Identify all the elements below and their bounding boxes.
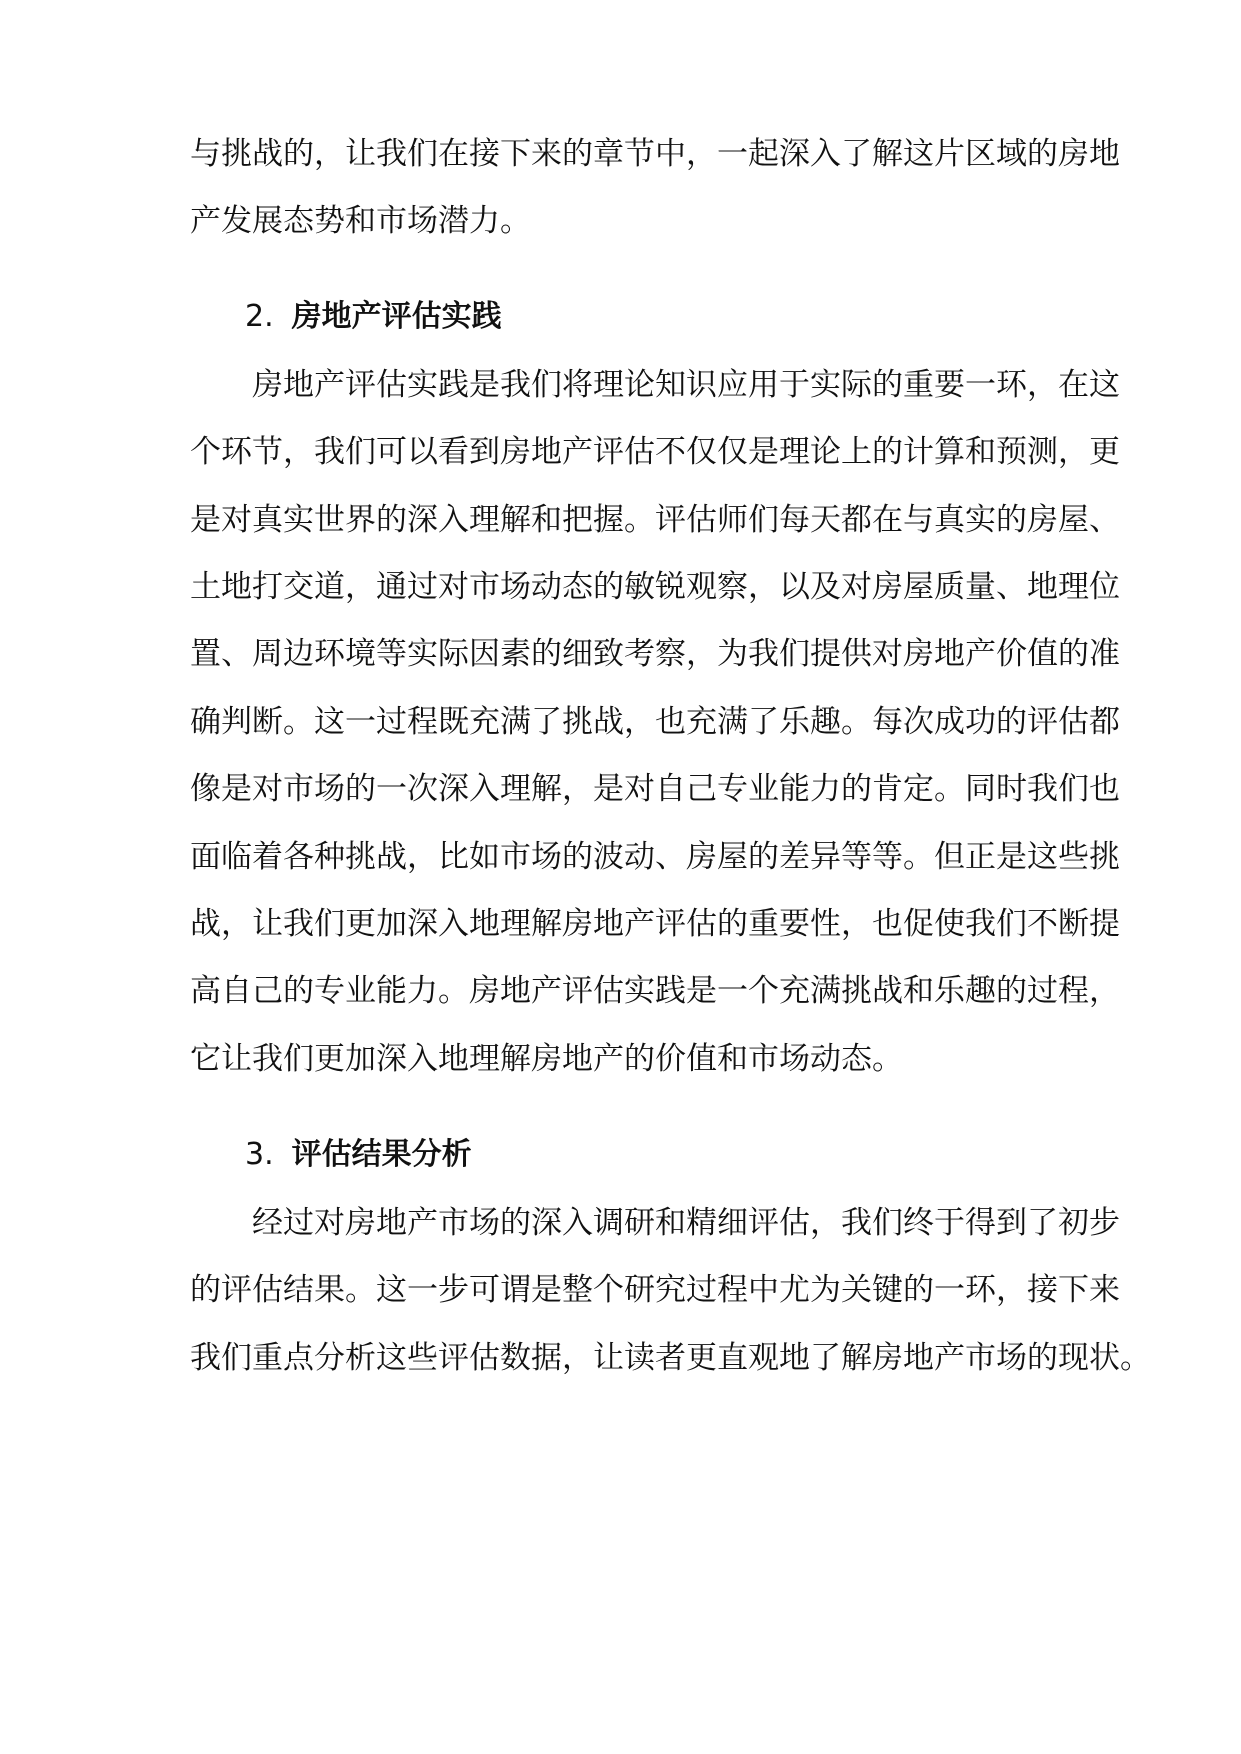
- paragraph-line: 确判断。这一过程既充满了挑战，也充满了乐趣。每次成功的评估都: [190, 704, 1120, 740]
- section-number: 2.: [245, 299, 274, 334]
- paragraph-line: 高自己的专业能力。房地产评估实践是一个充满挑战和乐趣的过程，: [190, 973, 1120, 1009]
- paragraph-line: 房地产评估实践是我们将理论知识应用于实际的重要一环，在这: [190, 367, 1120, 403]
- paragraph-line: 它让我们更加深入地理解房地产的价值和市场动态。: [190, 1041, 903, 1077]
- section-title: 房地产评估实践: [291, 299, 502, 334]
- paragraph-line: 我们重点分析这些评估数据，让读者更直观地了解房地产市场的现状。: [190, 1340, 1151, 1376]
- section-title: 评估结果分析: [291, 1137, 472, 1172]
- paragraph-line: 置、周边环境等实际因素的细致考察，为我们提供对房地产价值的准: [190, 636, 1120, 672]
- paragraph-line: 土地打交道，通过对市场动态的敏锐观察，以及对房屋质量、地理位: [190, 569, 1120, 605]
- section-heading: [245, 297, 502, 337]
- paragraph-line: 产发展态势和市场潜力。: [190, 203, 531, 239]
- paragraph-line: 战，让我们更加深入地理解房地产评估的重要性，也促使我们不断提: [190, 906, 1120, 942]
- paragraph-line: 是对真实世界的深入理解和把握。评估师们每天都在与真实的房屋、: [190, 502, 1120, 538]
- section-heading: [245, 1135, 472, 1175]
- section-number: 3.: [245, 1137, 274, 1172]
- paragraph-line: 个环节，我们可以看到房地产评估不仅仅是理论上的计算和预测，更: [190, 434, 1120, 470]
- paragraph-line: 像是对市场的一次深入理解，是对自己专业能力的肯定。同时我们也: [190, 771, 1120, 807]
- paragraph-line: 的评估结果。这一步可谓是整个研究过程中尤为关键的一环，接下来: [190, 1272, 1120, 1308]
- paragraph-line: 经过对房地产市场的深入调研和精细评估，我们终于得到了初步: [190, 1205, 1120, 1241]
- paragraph-line: 与挑战的，让我们在接下来的章节中，一起深入了解这片区域的房地: [190, 136, 1120, 172]
- paragraph-line: 面临着各种挑战，比如市场的波动、房屋的差异等等。但正是这些挑: [190, 839, 1120, 875]
